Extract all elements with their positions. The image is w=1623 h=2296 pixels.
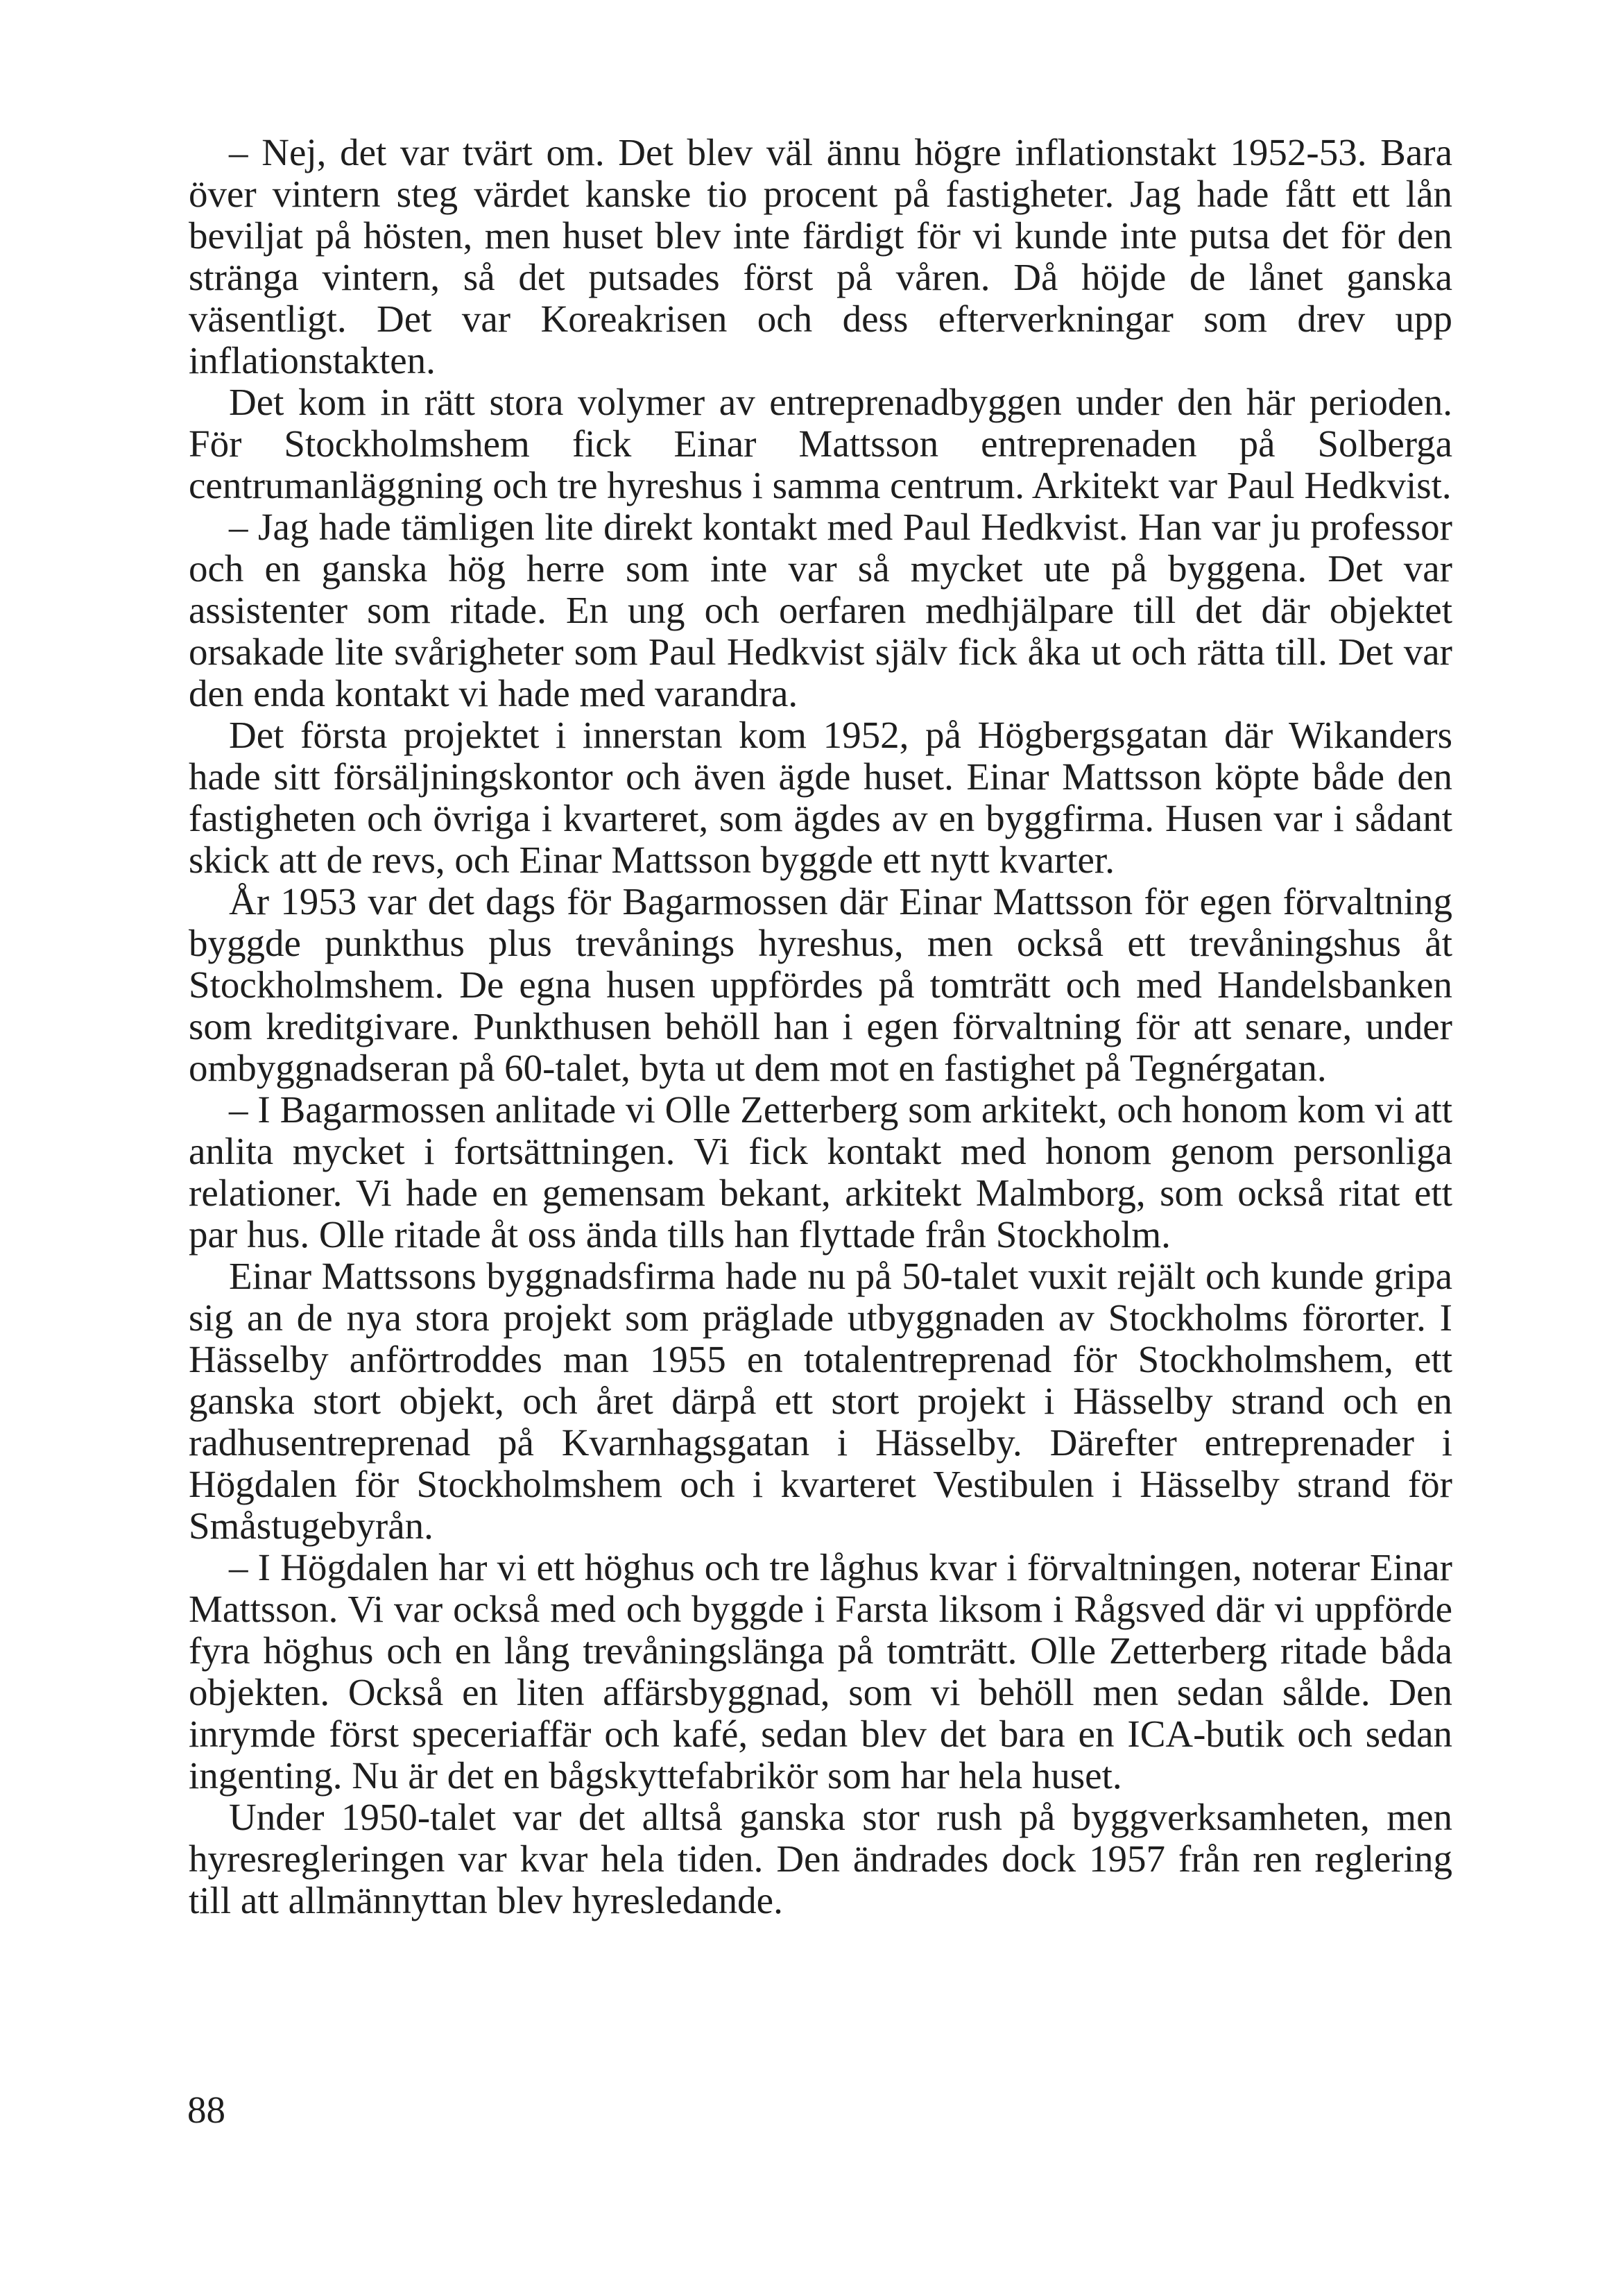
paragraph-1: – Nej, det var tvärt om. Det blev väl ännu högre inflationstakt 1952-53. Bara över vintern steg värdet kanske tio procent på fastigheter. Jag hade fått ett lån beviljat på hösten, men huset blev inte färdigt för vi kunde inte putsa det för den stränga vintern, så det putsades först på våren. Då höjde de lånet ganska väsentligt. Det var Koreakrisen och dess efterverkningar som drev upp inflationstakten. — [189, 131, 1452, 382]
page-number: 88 — [187, 2089, 225, 2131]
paragraph-9: Under 1950-talet var det alltså ganska stor rush på byggverksamheten, men hyresregleringen var kvar hela tiden. Den ändrades dock 1957 från ren reglering till att allmännyttan blev hyresledande. — [189, 1796, 1452, 1921]
paragraph-4: Det första projektet i innerstan kom 1952, på Högbergsgatan där Wikanders hade sitt försäljningskontor och även ägde huset. Einar Mattsson köpte både den fastigheten och övriga i kvarteret, som ägdes av en byggfirma. Husen var i sådant skick att de revs, och Einar Mattsson byggde ett nytt kvarter. — [189, 714, 1452, 881]
body-text — [189, 132, 1452, 1921]
paragraph-8: – I Högdalen har vi ett höghus och tre låghus kvar i förvaltningen, noterar Einar Mattsson. Vi var också med och byggde i Farsta liksom i Rågsved där vi uppförde fyra höghus och en lång trevåningslänga på tomträtt. Olle Zetterberg ritade båda objekten. Också en liten affärsbyggnad, som vi behöll men sedan sålde. Den inrymde först speceriaffär och kafé, sedan blev det bara en ICA-butik och sedan ingenting. Nu är det en bågskyttefabrikör som har hela huset. — [189, 1546, 1452, 1797]
paragraph-6: – I Bagarmossen anlitade vi Olle Zetterberg som arkitekt, och honom kom vi att anlita mycket i fortsättningen. Vi fick kontakt med honom genom personliga relationer. Vi hade en gemensam bekant, arkitekt Malmborg, som också ritat ett par hus. Olle ritade åt oss ända tills han flyttade från Stockholm. — [189, 1088, 1452, 1256]
paragraph-7: Einar Mattssons byggnadsfirma hade nu på 50-talet vuxit rejält och kunde gripa sig an de nya stora projekt som präglade utbyggnaden av Stockholms förorter. I Hässelby anförtroddes man 1955 en totalentreprenad för Stockholmshem, ett ganska stort objekt, och året därpå ett stort projekt i Hässelby strand och en radhusentreprenad på Kvarnhagsgatan i Hässelby. Därefter entreprenader i Högdalen för Stockholmshem och i kvarteret Vestibulen i Hässelby strand för Småstugebyrån. — [189, 1255, 1452, 1547]
paragraph-2: Det kom in rätt stora volymer av entreprenadbyggen under den här perioden. För Stockholmshem fick Einar Mattsson entreprenaden på Solberga centrumanläggning och tre hyreshus i samma centrum. Arkitekt var Paul Hedkvist. — [189, 381, 1452, 506]
paragraph-5: År 1953 var det dags för Bagarmossen där Einar Mattsson för egen förvaltning byggde punkthus plus trevånings hyreshus, men också ett trevåningshus åt Stockholmshem. De egna husen uppfördes på tomträtt och med Handelsbanken som kreditgivare. Punkthusen behöll han i egen förvaltning för att senare, under ombyggnadseran på 60-talet, byta ut dem mot en fastighet på Tegnérgatan. — [189, 880, 1452, 1089]
paragraph-3: – Jag hade tämligen lite direkt kontakt med Paul Hedkvist. Han var ju professor och en ganska hög herre som inte var så mycket ute på byggena. Det var assistenter som ritade. En ung och oerfaren medhjälpare till det där objektet orsakade lite svårigheter som Paul Hedkvist själv fick åka ut och rätta till. Det var den enda kontakt vi hade med varandra. — [189, 506, 1452, 714]
